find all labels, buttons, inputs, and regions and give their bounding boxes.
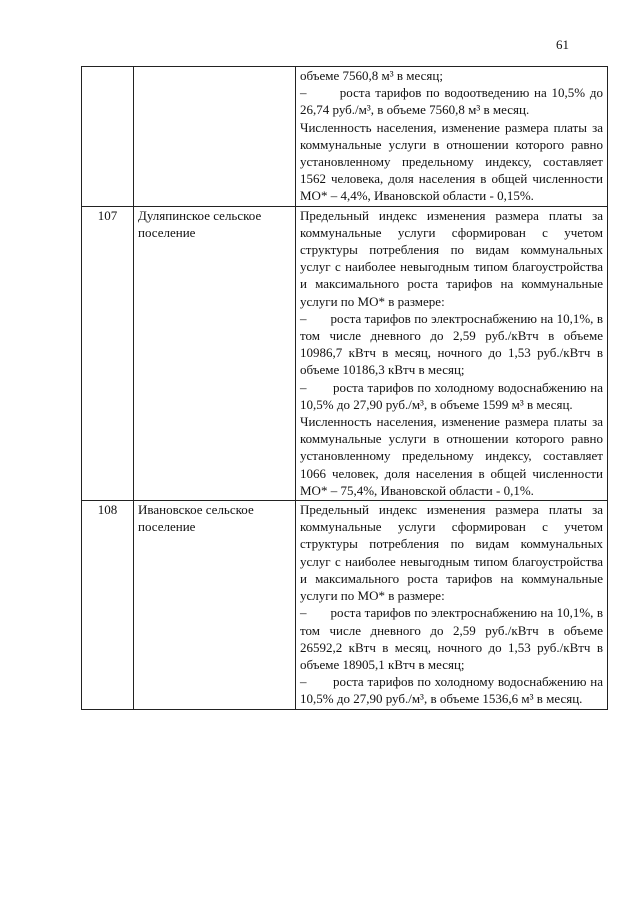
municipality-name: Дуляпинское сельское поселение	[134, 206, 296, 500]
description-paragraph: – роста тарифов по водоотведению на 10,5% до 26,74 руб./м³, в объеме 7560,8 м³ в месяц.	[300, 85, 603, 118]
municipality-table	[81, 66, 608, 710]
description-paragraph: – роста тарифов по холодному водоснабжению на 10,5% до 27,90 руб./м³, в объеме 1536,6 м³ в месяц.	[300, 674, 603, 707]
description-cell	[296, 67, 608, 207]
description-cell	[296, 206, 608, 500]
description-paragraph: объеме 7560,8 м³ в месяц;	[300, 68, 443, 83]
municipality-name	[134, 67, 296, 207]
description-paragraph: – роста тарифов по электроснабжению на 10,1%, в том числе дневного до 2,59 руб./кВтч в объеме 26592,2 кВтч в месяц, ночного до 1,53 руб./кВтч в объеме 18905,1 кВтч в месяц;	[300, 605, 603, 672]
page-number: 61	[556, 37, 569, 52]
description-paragraph: Численность населения, изменение размера платы за коммунальные услуги в отношении которого равно установленному предельному индексу, составляет 1066 человек, доля населения в общей численности МО* – 75,4%, Ивановской области - 0,1%.	[300, 414, 603, 498]
row-number: 107	[82, 206, 134, 500]
description-paragraph: Предельный индекс изменения размера платы за коммунальные услуги сформирован с учетом структуры потребления по видам коммунальных услуг с наиболее невыгодным типом благоустройства и максимального роста тарифов на коммунальные услуги по МО* в размере:	[300, 207, 603, 309]
table-row	[82, 206, 608, 500]
municipality-name: Ивановское сельское поселение	[134, 501, 296, 709]
table-row	[82, 67, 608, 207]
table-row	[82, 501, 608, 709]
description-cell	[296, 501, 608, 709]
description-paragraph: – роста тарифов по холодному водоснабжению на 10,5% до 27,90 руб./м³, в объеме 1599 м³ в месяц.	[300, 379, 603, 412]
description-paragraph: – роста тарифов по электроснабжению на 10,1%, в том числе дневного до 2,59 руб./кВтч в объеме 10986,7 кВтч в месяц, ночного до 1,53 руб./кВтч в объеме 10186,3 кВтч в месяц;	[300, 310, 603, 378]
description-paragraph: Численность населения, изменение размера платы за коммунальные услуги в отношении которого равно установленному предельному индексу, составляет 1562 человека, доля населения в общей численности МО* – 4,4%, Ивановской области - 0,15%.	[300, 119, 603, 204]
row-number: 108	[82, 501, 134, 709]
description-paragraph: Предельный индекс изменения размера платы за коммунальные услуги сформирован с учетом структуры потребления по видам коммунальных услуг с наиболее невыгодным типом благоустройства и максимального роста тарифов на коммунальные услуги по МО* в размере:	[300, 502, 603, 604]
row-number	[82, 67, 134, 207]
